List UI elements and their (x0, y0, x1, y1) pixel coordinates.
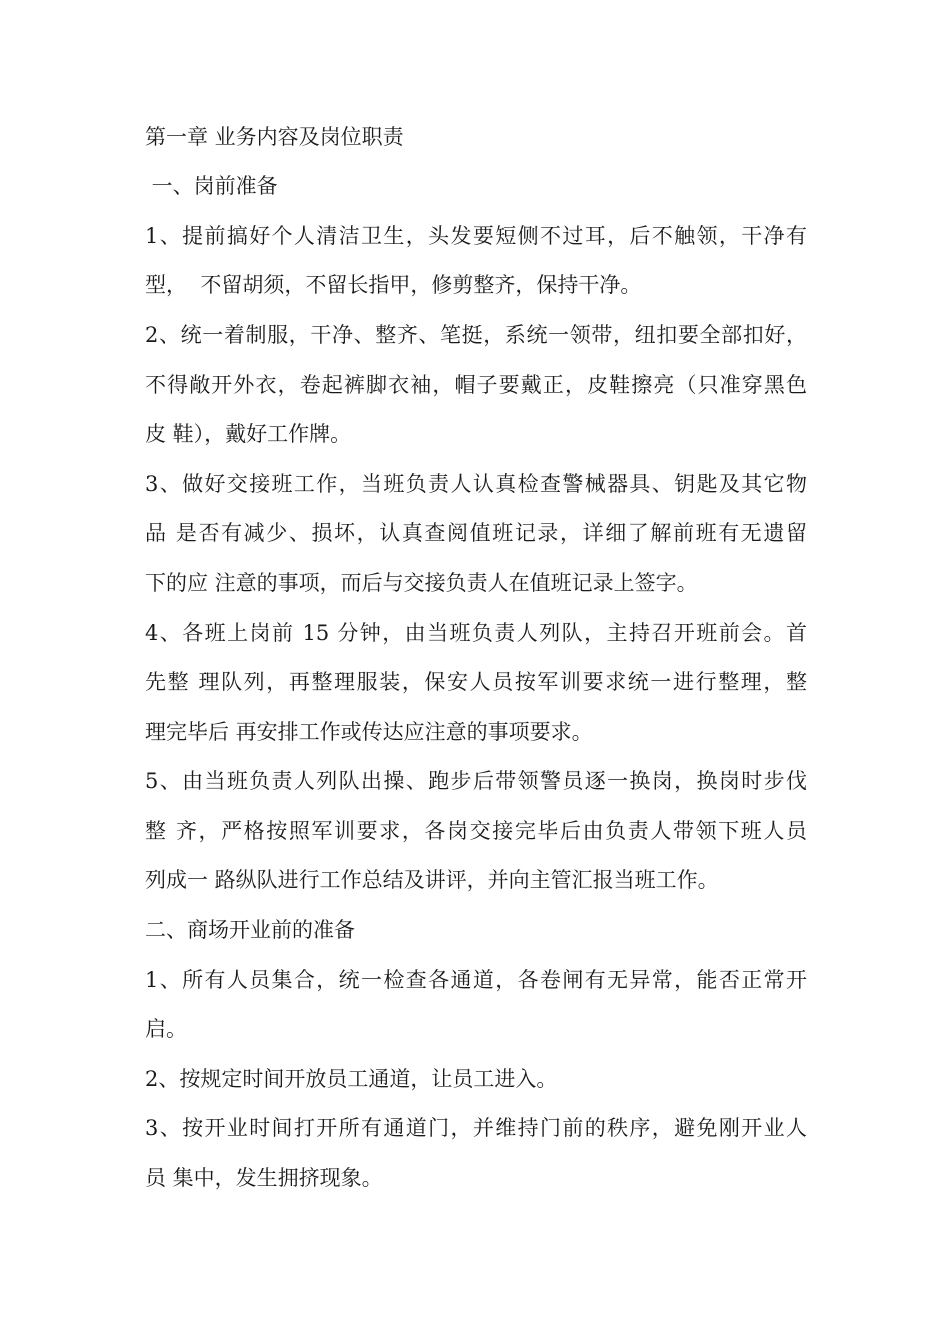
paragraph-line: 列成一 路纵队进行工作总结及讲评，并向主管汇报当班工作。 (145, 868, 719, 892)
paragraph-line: 1、所有人员集合，统一检查各通道，各卷闸有无异常，能否正常开 (145, 968, 807, 992)
paragraph-line: 型， 不留胡须，不留长指甲，修剪整齐，保持干净。 (145, 273, 642, 297)
paragraph-line: 先整 理队列，再整理服装，保安人员按军训要求统一进行整理，整 (145, 670, 807, 694)
paragraph-line: 皮 鞋），戴好工作牌。 (145, 422, 352, 446)
paragraph-line: 品 是否有减少、损坏，认真查阅值班记录，详细了解前班有无遗留 (145, 521, 807, 545)
paragraph-line: 下的应 注意的事项，而后与交接负责人在值班记录上签字。 (145, 571, 698, 595)
paragraph-line: 理完毕后 再安排工作或传达应注意的事项要求。 (145, 720, 593, 744)
section-heading-2: 二、商场开业前的准备 (145, 918, 355, 942)
paragraph-line: 启。 (145, 1017, 187, 1041)
paragraph-line: 3、按开业时间打开所有通道门，并维持门前的秩序，避免刚开业人 (145, 1116, 807, 1140)
paragraph-line: 5、由当班负责人列队出操、跑步后带领警员逐一换岗，换岗时步伐 (145, 769, 807, 793)
paragraph-line: 2、按规定时间开放员工通道，让员工进入。 (145, 1067, 558, 1091)
paragraph-line: 3、做好交接班工作，当班负责人认真检查警械器具、钥匙及其它物 (145, 472, 807, 496)
paragraph-line: 1、提前搞好个人清洁卫生，头发要短侧不过耳，后不触领，干净有 (145, 224, 807, 248)
paragraph-line: 员 集中，发生拥挤现象。 (145, 1166, 383, 1190)
chapter-title: 第一章 业务内容及岗位职责 (145, 125, 404, 149)
paragraph-line: 2、统一着制服，干净、整齐、笔挺，系统一领带，纽扣要全部扣好， (145, 323, 807, 347)
paragraph-line: 不得敞开外衣，卷起裤脚衣袖，帽子要戴正，皮鞋擦亮（只准穿黑色 (145, 373, 807, 397)
section-heading-1: 一、岗前准备 (145, 174, 278, 198)
paragraph-line: 整 齐，严格按照军训要求，各岗交接完毕后由负责人带领下班人员 (145, 819, 807, 843)
paragraph-line: 4、各班上岗前 15 分钟，由当班负责人列队，主持召开班前会。首 (145, 621, 807, 645)
